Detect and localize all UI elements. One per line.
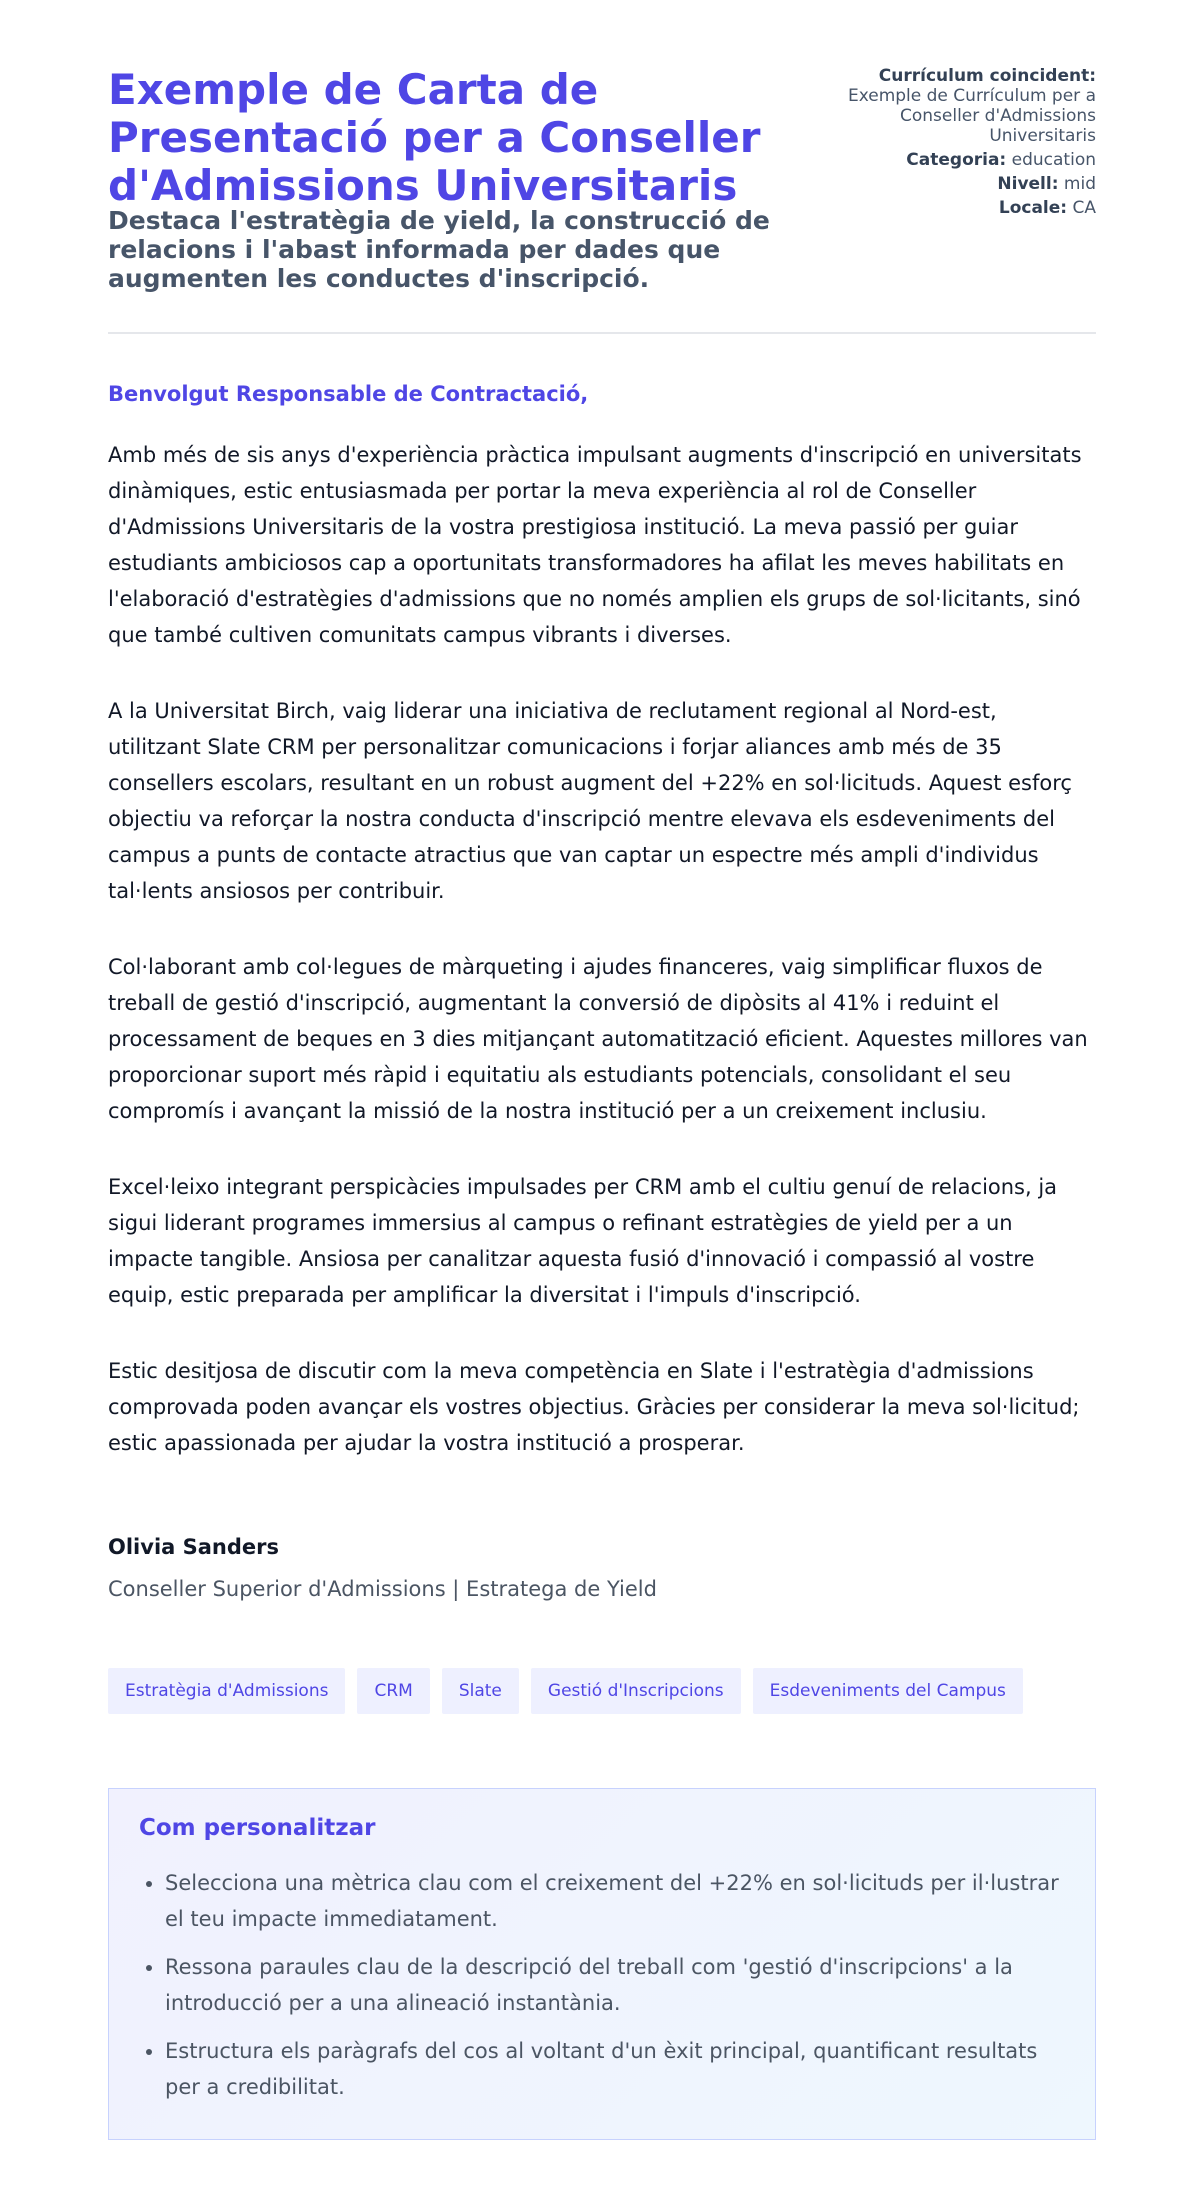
tips-list [139,1865,1065,2105]
skill-tags [108,1668,1023,1714]
skill-tag[interactable]: Slate [442,1668,519,1714]
signature-name: Olivia Sanders [108,1535,279,1559]
letter-paragraph: Col·laborant amb col·legues de màrqueting i ajudes financeres, vaig simplificar fluxos de treball de gestió d'inscripció, augmentant la conversió de dipòsits al 41% i reduint el processament de beques en 3 dies mitjançant automatització eficient. Aquestes millores van proporcionar suport més ràpid i equitatiu als estudiants potencials, consolidant el seu compromís i avançant la missió de la nostra institució per a un creixement inclusiu. [108,955,1088,1123]
tips-title: Com personalitzar [139,1815,376,1841]
meta-resume-label: Currículum coincident: [878,66,1096,86]
tip-item: • Ressona paraules clau de la descripció del treball com 'gestió d'inscripcions' a la introducció per a una alineació instantània. [165,1949,1065,2021]
page-subtitle: Destaca l'estratègia de yield, la construcció de relacions i l'abast informada per dades que augmenten les conductes d'inscripció. [108,206,770,293]
letter-body [108,437,1096,1501]
meta-panel [806,66,1096,222]
cover-letter-page [108,0,1096,2099]
meta-category-value: education [1011,150,1096,170]
letter-paragraph: A la Universitat Birch, vaig liderar una iniciativa de reclutament regional al Nord-est, utilitzant Slate CRM per personalitzar comunicacions i forjar aliances amb més de 35 consellers escolars, resultant en un robust augment del +22% en sol·licituds. Aquest esforç objectiu va reforçar la nostra conducta d'inscripció mentre elevava els esdeveniments del campus a punts de contacte atractius que van captar un espectre més ampli d'individus tal·lents ansiosos per contribuir. [108,699,1072,903]
letter-header [108,0,1096,334]
letter-paragraph: Excel·leixo integrant perspicàcies impulsades per CRM amb el cultiu genuí de relacions, ja sigui liderant programes immersius al campus o refinant estratègies de yield per a un impacte tangible. Ansiosa per canalitzar aquesta fusió d'innovació i compassió al vostre equip, estic preparada per amplificar la diversitat i l'impuls d'inscripció. [108,1175,1058,1307]
meta-category-label: Categoria: [906,150,1007,170]
page-title: Exemple de Carta de Presentació per a Conseller d'Admissions Universitaris [108,65,761,210]
matching-resume-link[interactable]: Exemple de Currículum per a Conseller d'Admissions Universitaris [847,86,1096,146]
signature-block [108,1533,657,1603]
tip-item: • Selecciona una mètrica clau com el creixement del +22% en sol·licituds per il·lustrar el teu impacte immediatament. [165,1865,1065,1937]
skill-tag[interactable]: Estratègia d'Admissions [108,1668,345,1714]
meta-resume [806,66,1096,146]
meta-locale-value: CA [1072,198,1096,218]
meta-locale-label: Locale: [998,198,1068,218]
meta-level-value: mid [1063,174,1096,194]
personalization-tips-box [108,1788,1096,2140]
meta-category [806,150,1096,170]
letter-paragraph: Estic desitjosa de discutir com la meva competència en Slate i l'estratègia d'admissions comprovada poden avançar els vostres objectius. Gràcies per considerar la meva sol·licitud; estic apassionada per ajudar la vostra institució a prosperar. [108,1359,1080,1455]
tip-item: • Estructura els paràgrafs del cos al voltant d'un èxit principal, quantificant resultats per a credibilitat. [165,2033,1065,2105]
skill-tag[interactable]: CRM [357,1668,429,1714]
letter-paragraph: Amb més de sis anys d'experiència pràctica impulsant augments d'inscripció en universitats dinàmiques, estic entusiasmada per portar la meva experiència al rol de Conseller d'Admissions Universitaris de la vostra prestigiosa institució. La meva passió per guiar estudiants ambiciosos cap a oportunitats transformadores ha afilat les meves habilitats en l'elaboració d'estratègies d'admissions que no només amplien els grups de sol·licitants, sinó que també cultiven comunitats campus vibrants i diverses. [108,443,1082,647]
meta-level-label: Nivell: [997,174,1059,194]
letter-salutation: Benvolgut Responsable de Contractació, [108,382,589,406]
skill-tag[interactable]: Esdeveniments del Campus [753,1668,1023,1714]
signature-role: Conseller Superior d'Admissions | Estratega de Yield [108,1577,657,1601]
meta-locale [806,198,1096,218]
meta-level [806,174,1096,194]
skill-tag[interactable]: Gestió d'Inscripcions [531,1668,741,1714]
